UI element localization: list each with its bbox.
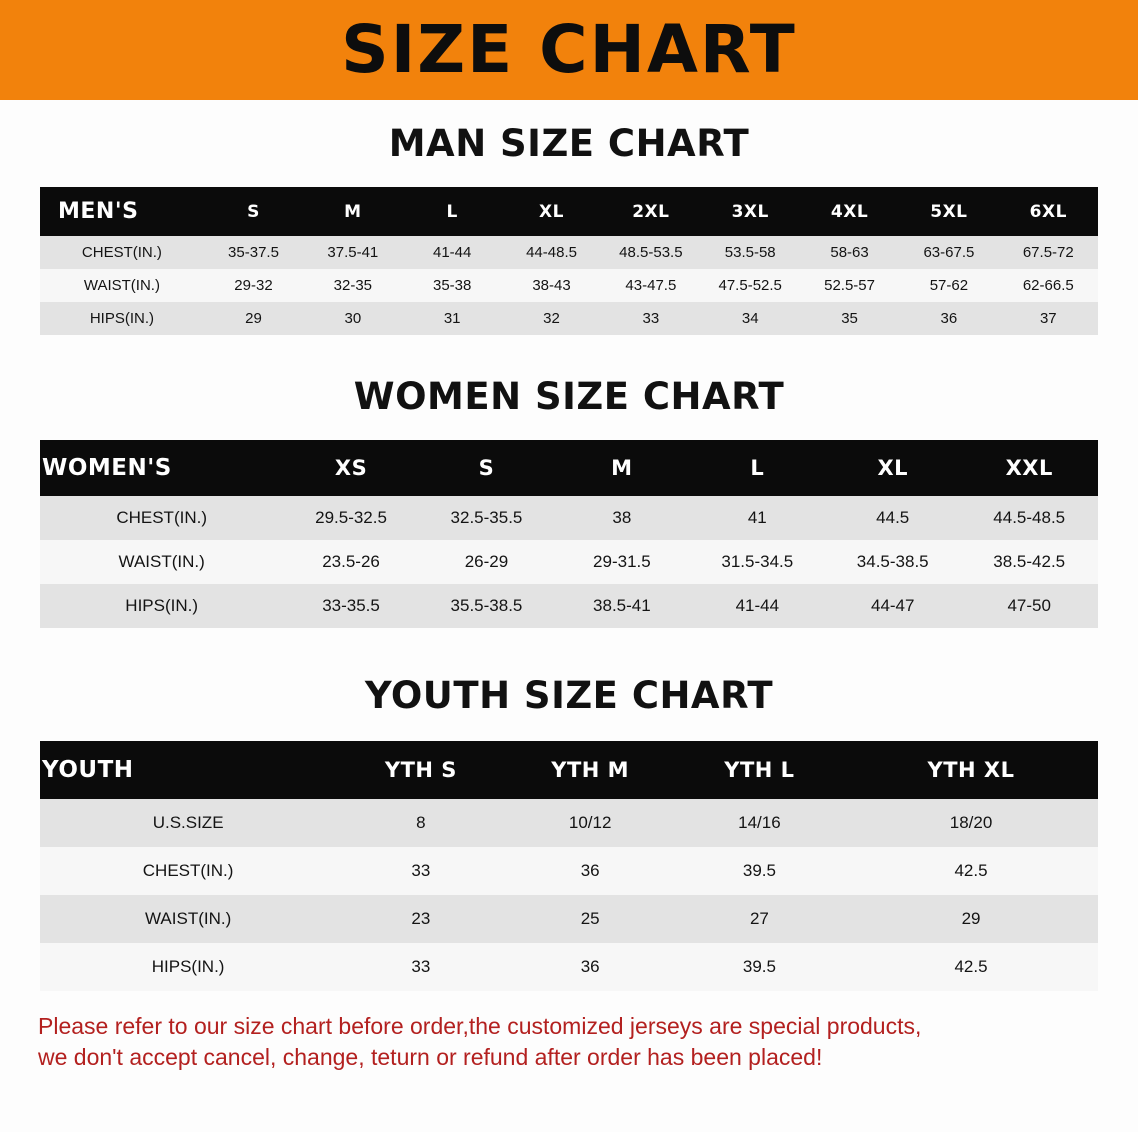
table-cell: 39.5 [675,943,844,991]
table-cell: 52.5-57 [800,269,899,302]
table-cell: 36 [899,302,998,335]
table-header-cell: 3XL [701,187,800,236]
table-cell: 38.5-41 [554,584,689,628]
table-cell: 42.5 [844,943,1098,991]
table-cell: 31 [403,302,502,335]
table-cell: 32-35 [303,269,402,302]
youth-size-table [40,741,1098,991]
table-cell: 44-47 [825,584,960,628]
women-section-title: WOMEN SIZE CHART [353,375,785,418]
table-header-cell: YOUTH [40,741,336,799]
table-row [40,847,1098,895]
table-cell: 41-44 [690,584,825,628]
table-header-cell: XS [283,440,418,496]
man-table-wrapper [40,187,1098,335]
table-cell: 32 [502,302,601,335]
table-header-cell: 2XL [601,187,700,236]
table-cell: 25 [506,895,675,943]
table-cell: 38-43 [502,269,601,302]
table-header-cell: 5XL [899,187,998,236]
table-cell: 37 [999,302,1098,335]
table-header-cell: YTH S [336,741,505,799]
table-row-label: HIPS(IN.) [40,302,204,335]
table-header-cell: YTH M [506,741,675,799]
table-row [40,302,1098,335]
table-cell: 29 [844,895,1098,943]
man-section-title: MAN SIZE CHART [388,122,750,165]
table-header-cell: MEN'S [40,187,204,236]
table-cell: 8 [336,799,505,847]
table-cell: 14/16 [675,799,844,847]
table-row [40,943,1098,991]
table-row [40,236,1098,269]
table-cell: 35-38 [403,269,502,302]
table-cell: 35.5-38.5 [419,584,554,628]
table-cell: 37.5-41 [303,236,402,269]
table-header-cell: XL [825,440,960,496]
table-cell: 30 [303,302,402,335]
table-header-cell: M [303,187,402,236]
table-header-cell: 4XL [800,187,899,236]
table-header-cell: S [419,440,554,496]
table-header-cell: S [204,187,303,236]
table-cell: 29.5-32.5 [283,496,418,540]
table-cell: 27 [675,895,844,943]
table-cell: 39.5 [675,847,844,895]
man-size-table [40,187,1098,335]
table-cell: 34.5-38.5 [825,540,960,584]
table-cell: 23 [336,895,505,943]
table-cell: 44.5-48.5 [960,496,1098,540]
table-cell: 43-47.5 [601,269,700,302]
table-cell: 36 [506,943,675,991]
table-cell: 36 [506,847,675,895]
page-title: SIZE CHART [341,11,797,88]
table-row [40,895,1098,943]
table-header-row [40,187,1098,236]
table-cell: 33 [336,943,505,991]
youth-section-title: YOUTH SIZE CHART [364,674,774,717]
table-cell: 57-62 [899,269,998,302]
table-header-cell: L [690,440,825,496]
table-header-cell: M [554,440,689,496]
table-header-cell: 6XL [999,187,1098,236]
table-row [40,496,1098,540]
table-cell: 48.5-53.5 [601,236,700,269]
table-header-row [40,741,1098,799]
table-cell: 42.5 [844,847,1098,895]
table-cell: 47.5-52.5 [701,269,800,302]
table-row-label: U.S.SIZE [40,799,336,847]
table-row-label: WAIST(IN.) [40,540,283,584]
policy-note-line-1: Please refer to our size chart before order,the customized jerseys are special products, [38,1013,922,1039]
table-cell: 44-48.5 [502,236,601,269]
youth-table-wrapper [40,741,1098,991]
table-cell: 41-44 [403,236,502,269]
table-cell: 38.5-42.5 [960,540,1098,584]
table-header-cell: YTH L [675,741,844,799]
table-cell: 44.5 [825,496,960,540]
table-header-cell: WOMEN'S [40,440,283,496]
table-row-label: CHEST(IN.) [40,847,336,895]
table-cell: 29-32 [204,269,303,302]
table-cell: 33-35.5 [283,584,418,628]
table-cell: 31.5-34.5 [690,540,825,584]
women-size-table [40,440,1098,628]
table-cell: 38 [554,496,689,540]
table-cell: 10/12 [506,799,675,847]
table-row-label: WAIST(IN.) [40,269,204,302]
page-banner [0,0,1138,100]
table-header-cell: L [403,187,502,236]
table-cell: 32.5-35.5 [419,496,554,540]
table-cell: 47-50 [960,584,1098,628]
table-cell: 63-67.5 [899,236,998,269]
table-row-label: HIPS(IN.) [40,943,336,991]
table-cell: 62-66.5 [999,269,1098,302]
table-header-cell: XXL [960,440,1098,496]
table-row-label: CHEST(IN.) [40,236,204,269]
table-cell: 29 [204,302,303,335]
table-cell: 67.5-72 [999,236,1098,269]
women-table-wrapper [40,440,1098,628]
table-cell: 35-37.5 [204,236,303,269]
table-row-label: HIPS(IN.) [40,584,283,628]
table-header-cell: XL [502,187,601,236]
table-cell: 34 [701,302,800,335]
table-row [40,540,1098,584]
table-row [40,584,1098,628]
table-cell: 53.5-58 [701,236,800,269]
table-cell: 33 [336,847,505,895]
table-cell: 35 [800,302,899,335]
policy-note-line-2: we don't accept cancel, change, teturn or refund after order has been placed! [38,1044,823,1071]
table-cell: 33 [601,302,700,335]
table-cell: 26-29 [419,540,554,584]
table-cell: 29-31.5 [554,540,689,584]
table-header-cell: YTH XL [844,741,1098,799]
table-row [40,799,1098,847]
table-row-label: CHEST(IN.) [40,496,283,540]
table-header-row [40,440,1098,496]
table-cell: 23.5-26 [283,540,418,584]
table-cell: 18/20 [844,799,1098,847]
table-cell: 58-63 [800,236,899,269]
policy-note [38,1011,1100,1073]
table-row [40,269,1098,302]
table-row-label: WAIST(IN.) [40,895,336,943]
table-cell: 41 [690,496,825,540]
